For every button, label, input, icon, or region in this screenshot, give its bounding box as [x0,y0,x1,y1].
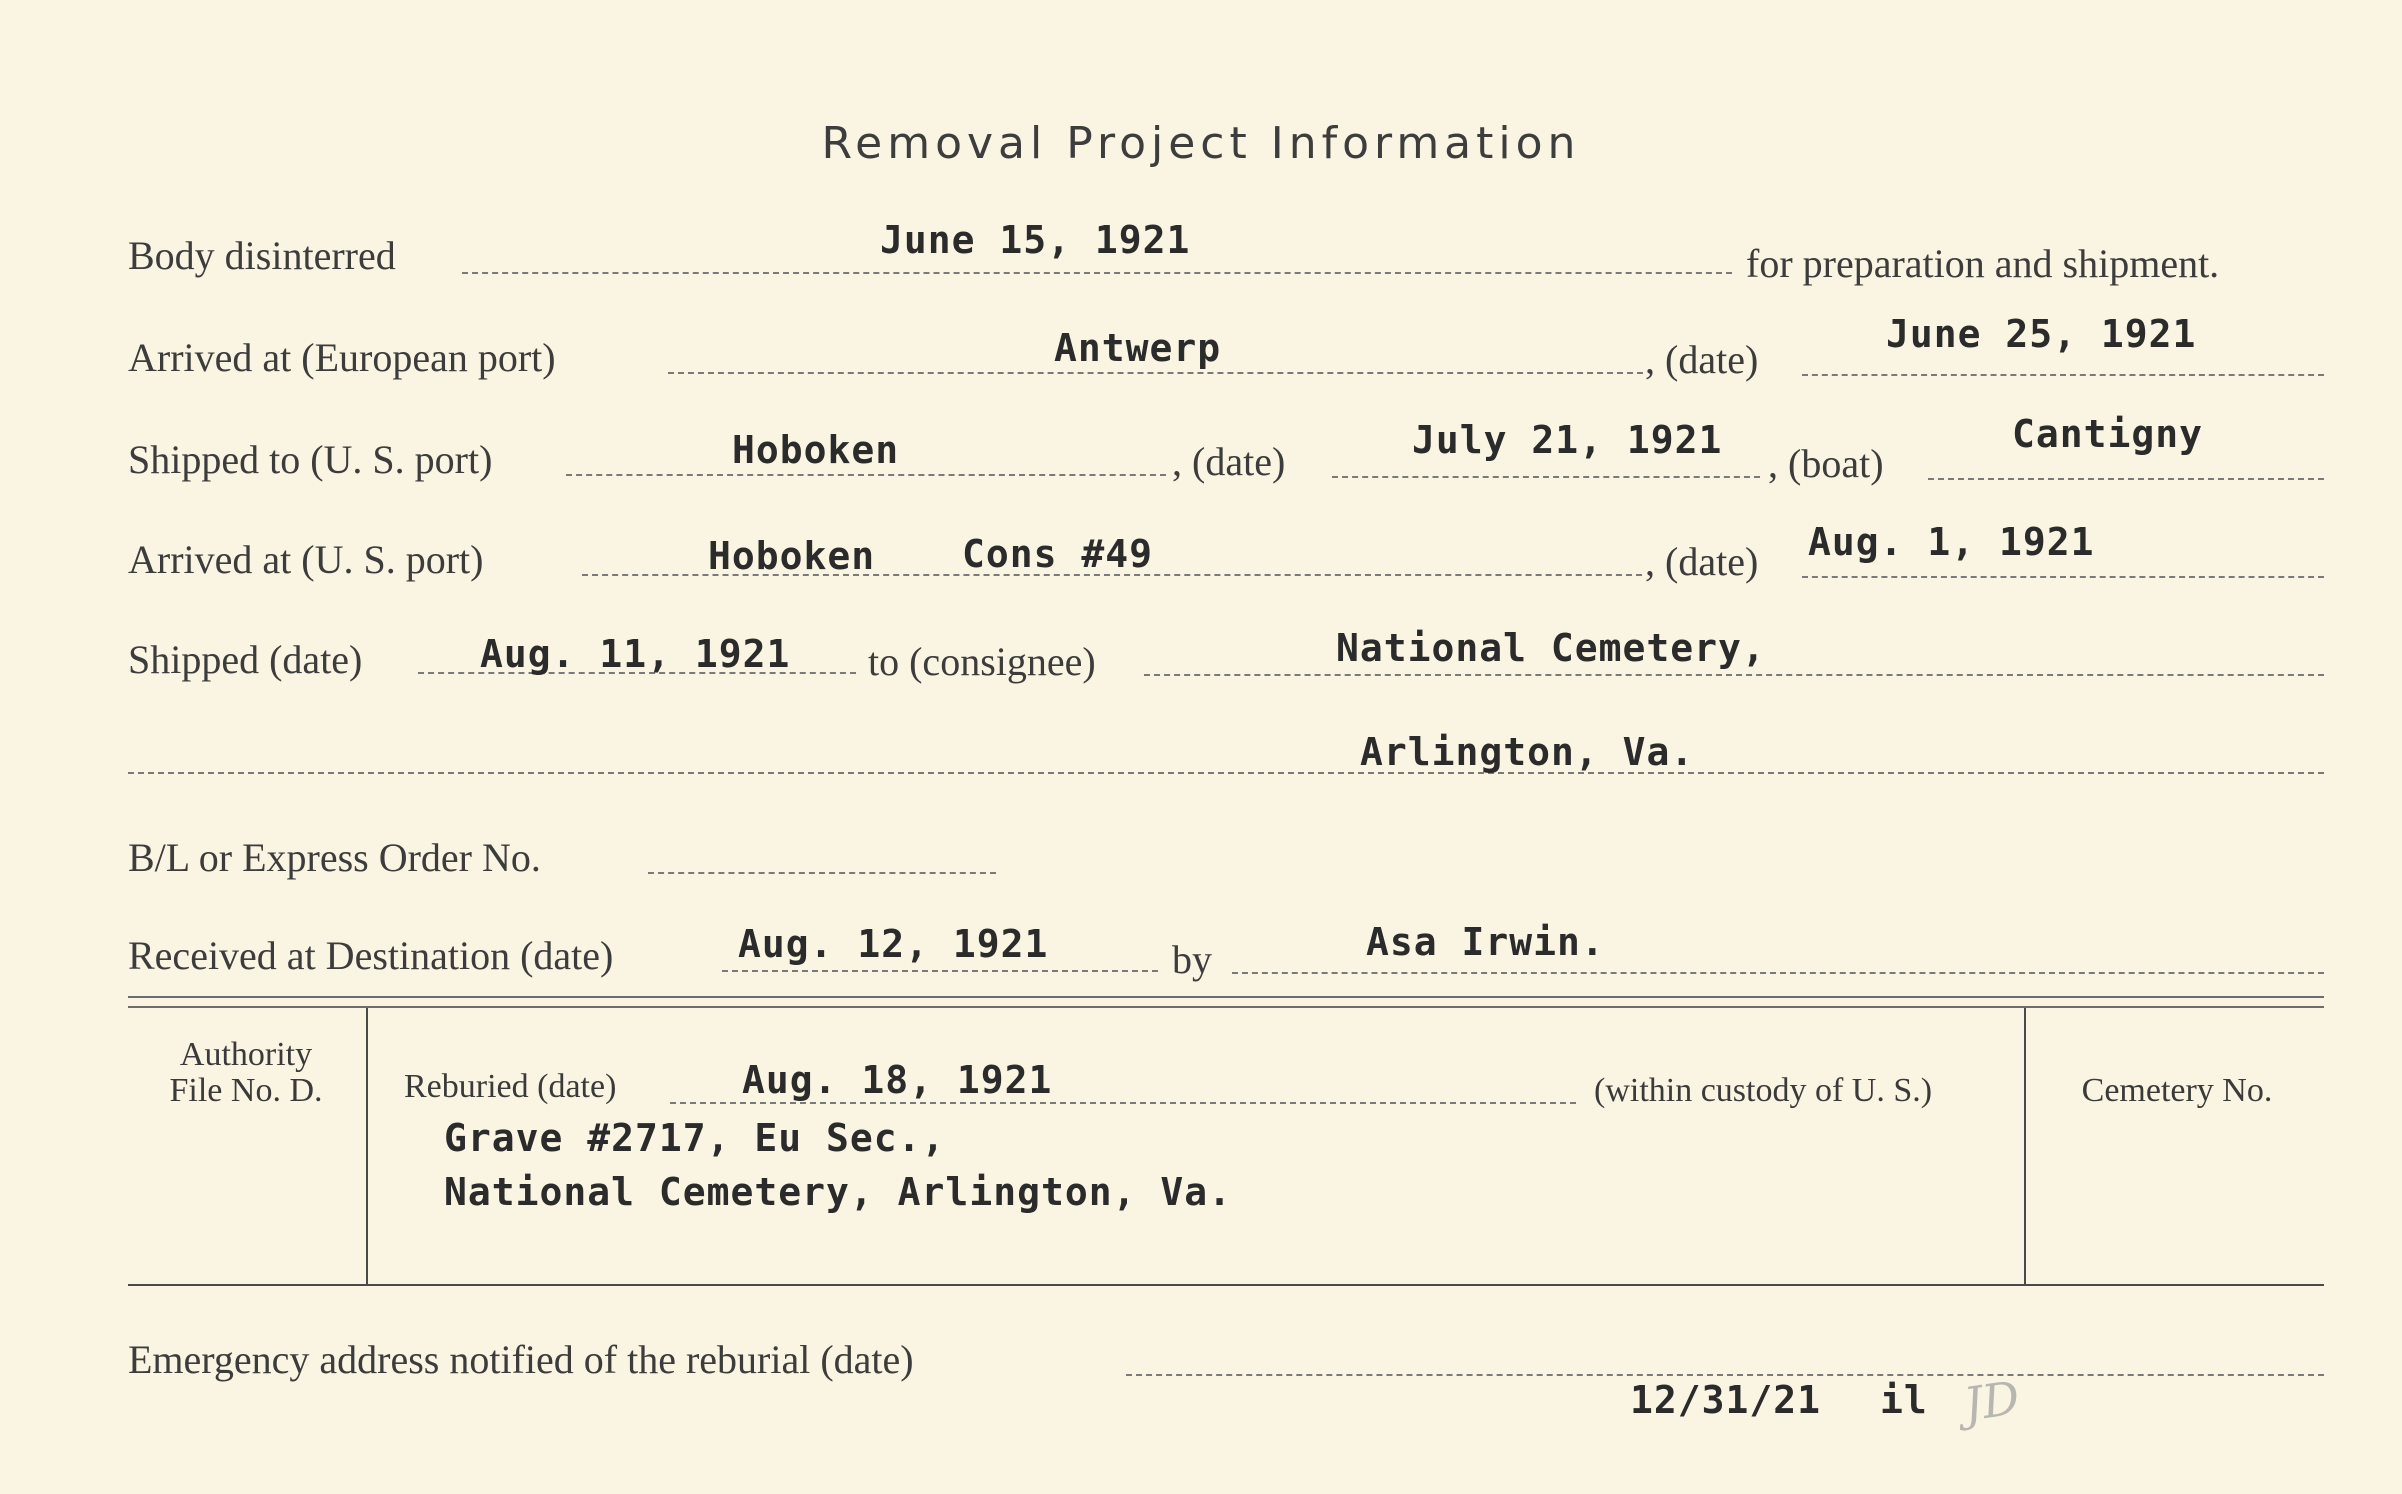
arrived-europe-line [668,372,1643,374]
consignee-label: to (consignee) [868,639,1096,684]
arrived-europe-date-line [1802,374,2324,376]
received-label: Received at Destination (date) [128,933,614,978]
shipped-us-date-line [1332,476,1760,478]
arrived-us-cons: Cons #49 [962,532,1154,576]
emergency-line [1126,1374,2324,1376]
authority-label-2: File No. D. [169,1072,323,1109]
footer-initials-handwritten: JD [1960,1370,2023,1432]
shipped-us-boat-label: , (boat) [1768,441,1884,486]
received-date-line [722,970,1158,972]
consignee-line-1: National Cemetery, [1336,626,1766,670]
bl-label: B/L or Express Order No. [128,835,541,880]
arrived-us-date-label: , (date) [1645,539,1759,584]
arrived-us-date-line [1802,576,2324,578]
received-by-line [1232,972,2324,974]
grave-line-2: National Cemetery, Arlington, Va. [444,1170,1232,1214]
received-by: Asa Irwin. [1366,920,1605,964]
consignee-line [1144,674,2324,676]
box-divider-left [366,1008,368,1284]
arrived-us-date: Aug. 1, 1921 [1808,520,2095,564]
arrived-europe-port: Antwerp [1054,326,1222,370]
reburied-date: Aug. 18, 1921 [742,1058,1053,1102]
custody-label: (within custody of U. S.) [1594,1072,1933,1109]
disinterred-suffix: for preparation and shipment. [1746,241,2220,286]
disinterred-label: Body disinterred [128,233,396,278]
grave-line-1: Grave #2717, Eu Sec., [444,1116,946,1160]
shipped-us-boat: Cantigny [2012,412,2204,456]
disinterred-line [462,272,1732,274]
received-by-label: by [1172,937,1212,982]
consignee-line-2: Arlington, Va. [1360,730,1695,774]
shipped-us-date-label: , (date) [1172,439,1286,484]
arrived-europe-date-label: , (date) [1645,337,1759,382]
consignee-line-2-rule [128,772,2324,774]
arrived-europe-label: Arrived at (European port) [128,335,556,380]
box-divider-right [2024,1008,2026,1284]
disinterred-value: June 15, 1921 [880,218,1191,262]
reburied-date-line [670,1102,1576,1104]
footer-stamp-date: 12/31/21 [1630,1378,1822,1422]
shipped-date: Aug. 11, 1921 [480,632,791,676]
shipped-us-label: Shipped to (U. S. port) [128,437,493,482]
received-date: Aug. 12, 1921 [738,922,1049,966]
reburied-label: Reburied (date) [404,1068,617,1105]
shipped-label: Shipped (date) [128,637,363,682]
card-title: Removal Project Information [821,118,1581,169]
footer-initials-typed: il [1880,1378,1928,1422]
bl-line [648,872,996,874]
box-top-rule-1 [128,996,2324,998]
shipped-us-line [566,474,1166,476]
shipped-us-boat-line [1928,478,2324,480]
cemetery-no-label: Cemetery No. [2081,1072,2273,1109]
box-top-rule-2 [128,1006,2324,1008]
authority-label-1: Authority [179,1036,313,1073]
arrived-us-port: Hoboken [708,534,876,578]
box-bottom-rule [128,1284,2324,1286]
emergency-label: Emergency address notified of the reburial (date) [128,1337,914,1382]
shipped-us-port: Hoboken [732,428,900,472]
arrived-europe-date: June 25, 1921 [1886,312,2197,356]
shipped-us-date: July 21, 1921 [1412,418,1723,462]
arrived-us-label: Arrived at (U. S. port) [128,537,484,582]
